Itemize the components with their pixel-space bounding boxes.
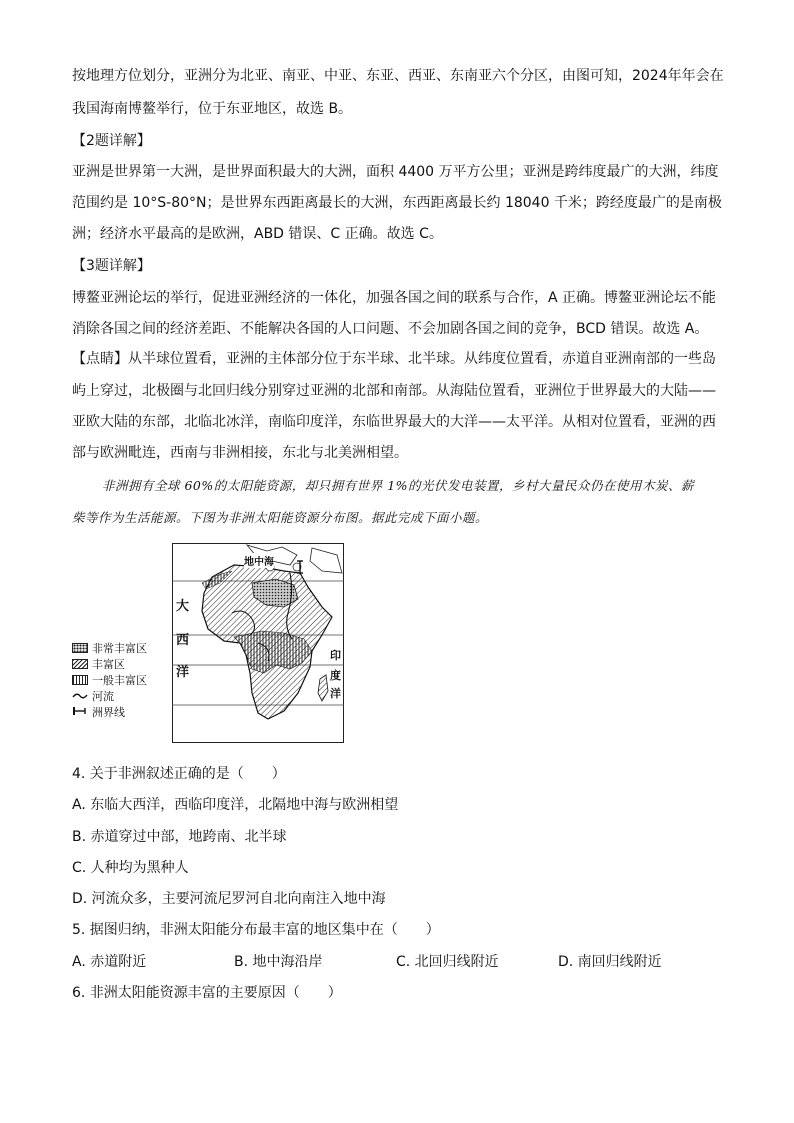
q5-option-a[interactable]: A. 赤道附近 (72, 954, 147, 970)
tip-line-1: 【点睛】从半球位置看，亚洲的主体部分位于东半球、北半球。从纬度位置看，赤道自亚洲南部的一些岛 (72, 351, 716, 367)
tip-line-2: 屿上穿过，北极圈与北回归线分别穿过亚洲的北部和南部。从海陆位置看，亚洲位于世界最大的大陆—— (72, 383, 716, 399)
question-5: 5. 据图归纳，非洲太阳能分布最丰富的地区集中在（ ） (72, 922, 440, 938)
map-legend (72, 640, 172, 720)
q4-option-d[interactable]: D. 河流众多，主要河流尼罗河自北向南注入地中海 (72, 891, 386, 907)
legend-label: 一般丰富区 (92, 674, 147, 687)
intro-line-2: 柴等作为生活能源。下图为非洲太阳能资源分布图。据此完成下面小题。 (72, 510, 489, 525)
intro-line-1: 非洲拥有全球 60%的太阳能资源，却只拥有世界 1%的光伏发电装置，乡村大量民众仍在使用木炭、薪 (102, 478, 695, 493)
q5-option-b[interactable]: B. 地中海沿岸 (234, 954, 323, 970)
atlantic-label-2: 西 (176, 633, 190, 648)
paragraph-1-line-2: 我国海南博鳌举行，位于东亚地区，故选 B。 (72, 101, 353, 117)
river-icon (72, 689, 88, 703)
legend-item (72, 704, 172, 720)
dots-swatch-icon (72, 643, 88, 653)
legend-label: 洲界线 (92, 706, 125, 719)
q5-option-c[interactable]: C. 北回归线附近 (396, 954, 499, 970)
paragraph-2-line-2: 范围约是 10°S-80°N；是世界东西距离最长的大洲，东西距离最长约 18040 千米；跨经度最广的是南极 (72, 195, 722, 211)
q4-option-c[interactable]: C. 人种均为黑种人 (72, 860, 189, 876)
section-heading-q3: 【3题详解】 (72, 258, 151, 274)
question-6: 6. 非洲太阳能资源丰富的主要原因（ ） (72, 985, 342, 1001)
section-heading-q2: 【2题详解】 (72, 133, 151, 149)
indian-label-1: 印 (330, 649, 341, 662)
africa-map-graphic (172, 543, 344, 743)
q5-option-d[interactable]: D. 南回归线附近 (558, 954, 662, 970)
boundary-icon (72, 705, 88, 719)
paragraph-1-line-1: 按地理方位划分，亚洲分为北亚、南亚、中亚、东亚、西亚、东南亚六个分区，由图可知，2024年年会在 (72, 68, 724, 84)
q4-option-b[interactable]: B. 赤道穿过中部，地跨南、北半球 (72, 829, 287, 845)
indian-label-2: 度 (330, 669, 341, 682)
tip-line-4: 部与欧洲毗连，西南与非洲相接，东北与北美洲相望。 (72, 445, 408, 461)
tip-line-3: 亚欧大陆的东部，北临北冰洋，南临印度洋，东临世界最大的大洋——太平洋。从相对位置看，亚洲的西 (72, 414, 716, 430)
indian-label-3: 洋 (330, 687, 341, 700)
paragraph-2-line-1: 亚洲是世界第一大洲，是世界面积最大的大洲，面积 4400 万平方公里；亚洲是跨纬度最广的大洲，纬度 (72, 164, 719, 180)
legend-item (72, 640, 172, 656)
legend-label: 丰富区 (92, 658, 125, 671)
paragraph-2-line-3: 洲；经济水平最高的是欧洲，ABD 错误、C 正确。故选 C。 (72, 226, 443, 242)
vertical-swatch-icon (72, 675, 88, 685)
q4-option-a[interactable]: A. 东临大西洋，西临印度洋，北隔地中海与欧洲相望 (72, 797, 399, 813)
question-4: 4. 关于非洲叙述正确的是（ ） (72, 766, 286, 782)
atlantic-label-3: 洋 (176, 665, 190, 680)
atlantic-label-1: 大 (176, 599, 190, 614)
legend-label: 非常丰富区 (92, 642, 147, 655)
diagonal-swatch-icon (72, 659, 88, 669)
paragraph-3-line-2: 消除各国之间的经济差距、不能解决各国的人口问题、不会加剧各国之间的竞争，BCD 错误。故选 A。 (72, 321, 709, 337)
legend-label: 河流 (92, 690, 114, 703)
mediterranean-label: 地中海 (244, 553, 274, 568)
legend-item (72, 656, 172, 672)
africa-solar-map (172, 543, 344, 743)
legend-item (72, 672, 172, 688)
paragraph-3-line-1: 博鳌亚洲论坛的举行，促进亚洲经济的一体化，加强各国之间的联系与合作，A 正确。博鳌亚洲论坛不能 (72, 290, 717, 306)
legend-item (72, 688, 172, 704)
